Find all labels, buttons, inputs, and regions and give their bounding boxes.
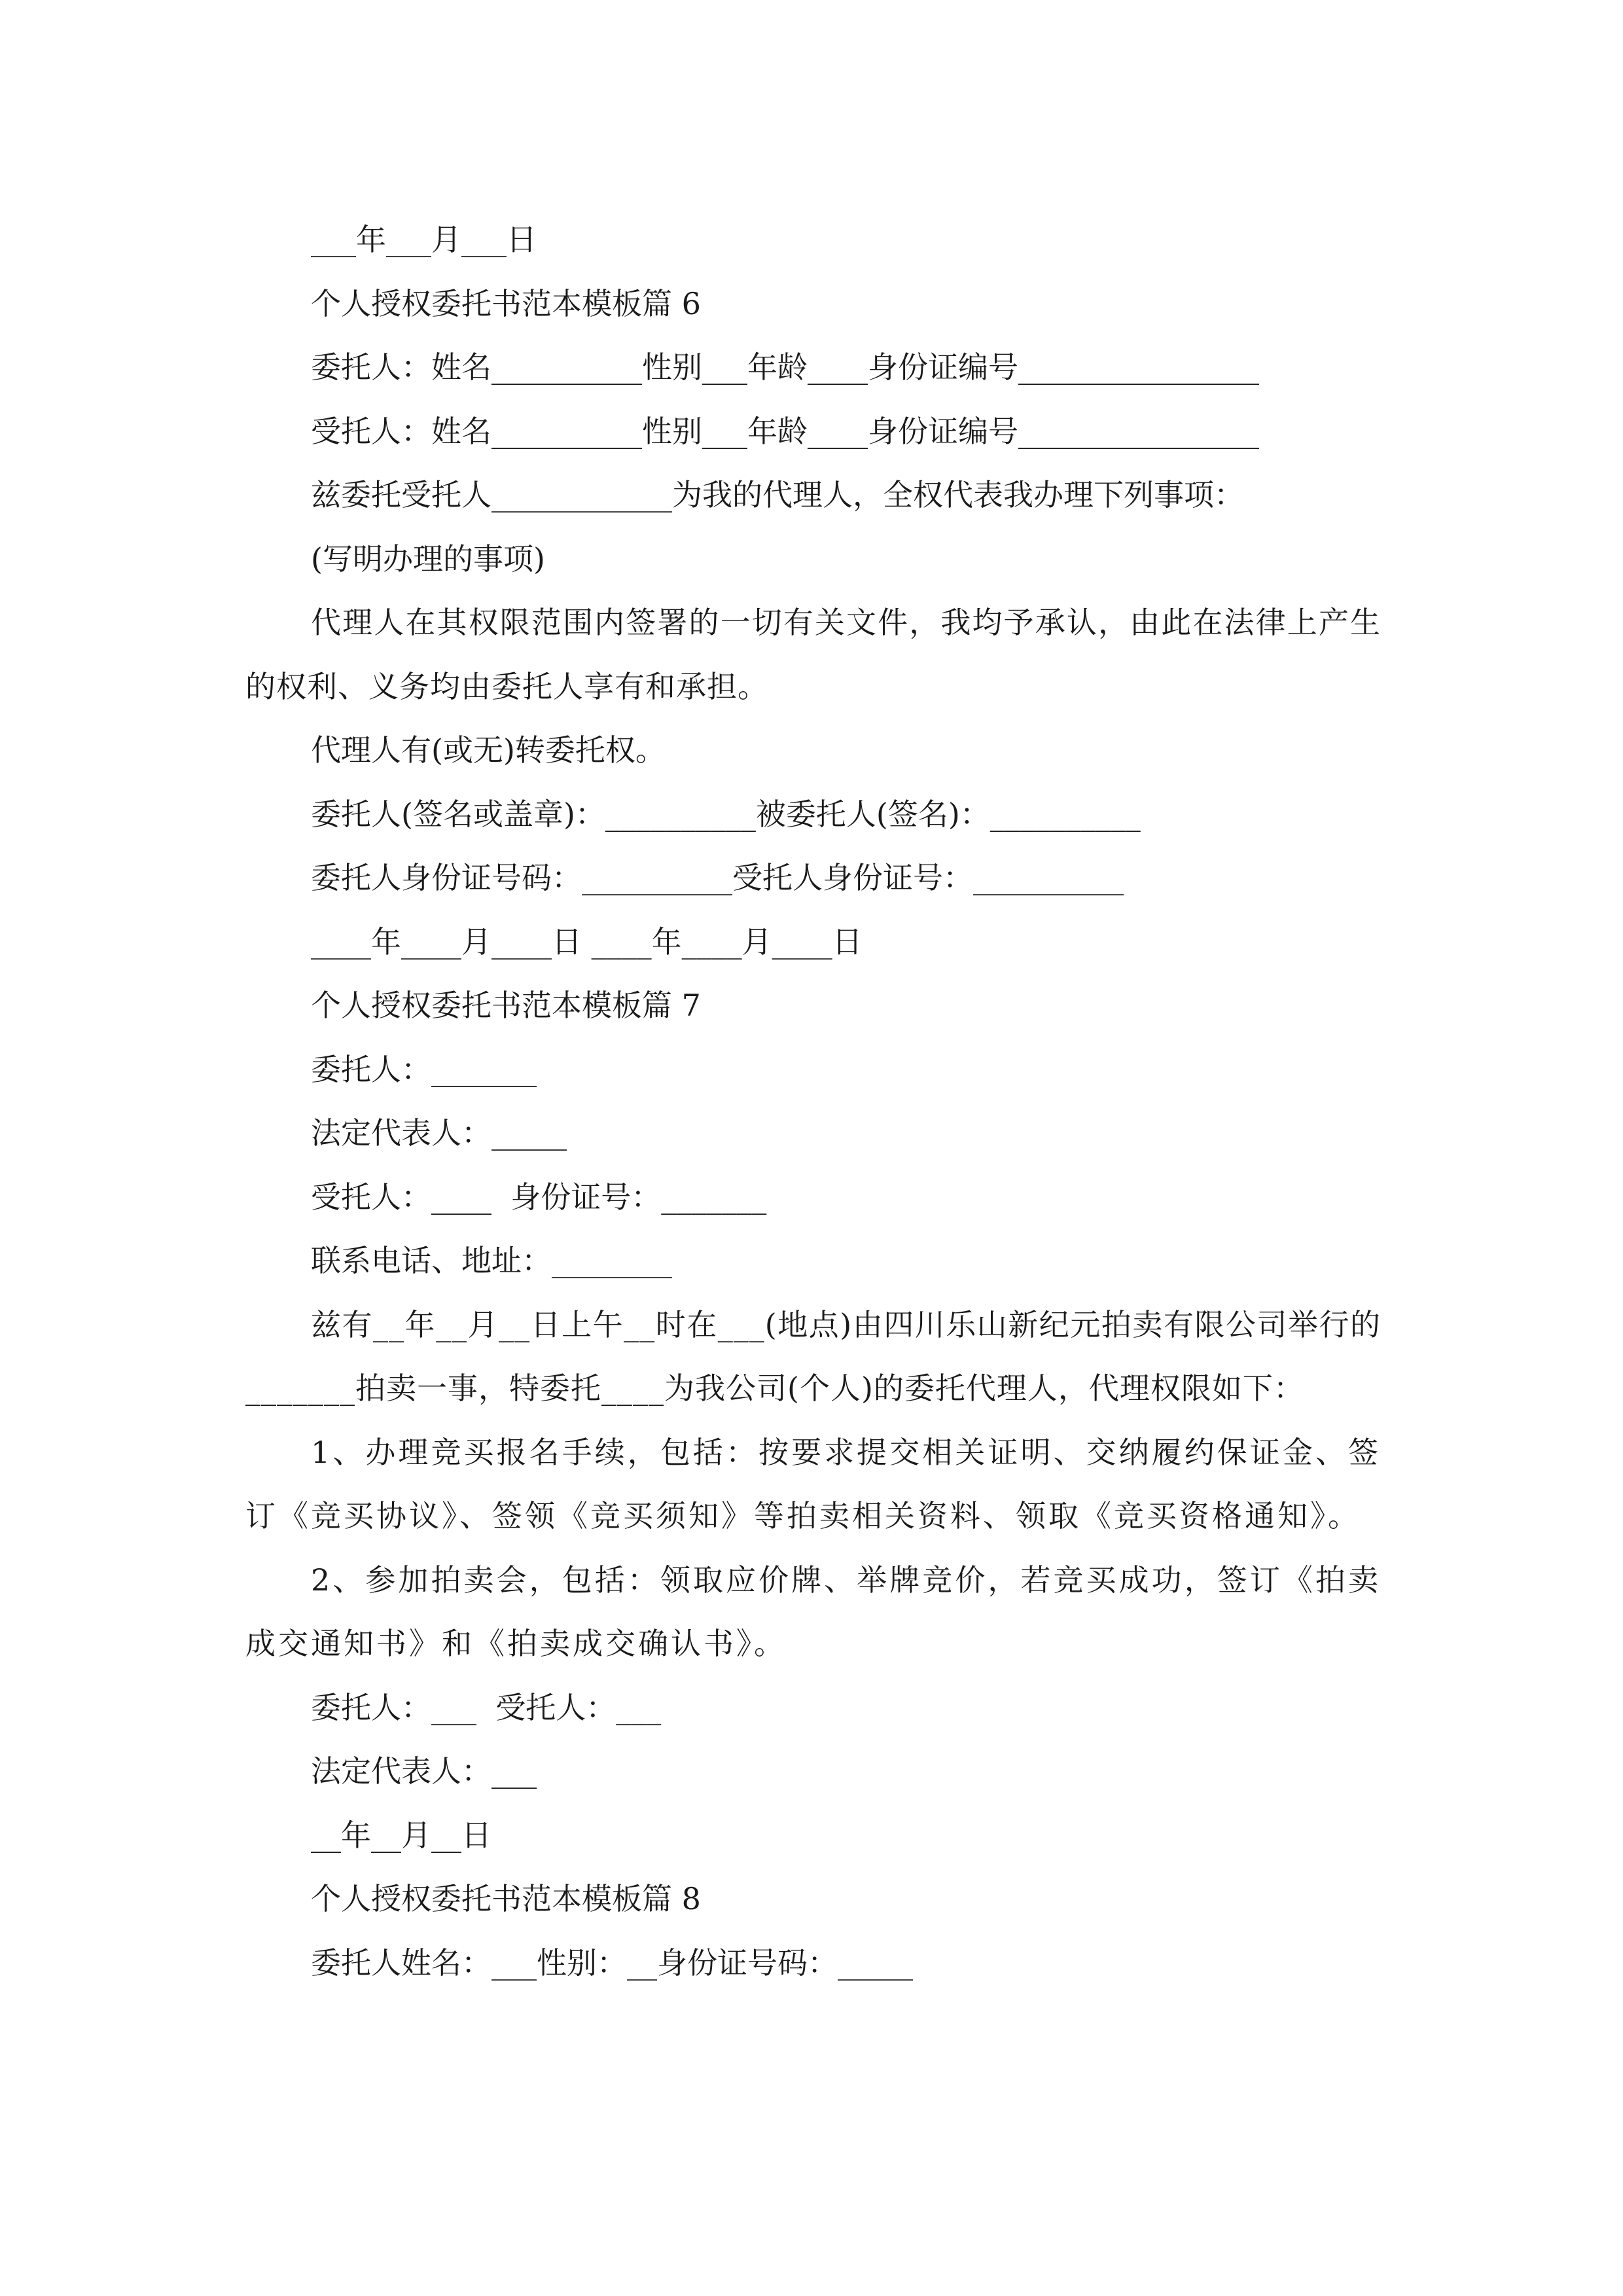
section-heading-8: 个人授权委托书范本模板篇 8	[311, 1881, 701, 1916]
section-heading-6: 个人授权委托书范本模板篇 6	[311, 285, 701, 321]
legal-representative-signature: 法定代表人：___	[311, 1753, 537, 1789]
matters-note: (写明办理的事项)	[311, 541, 545, 577]
signatures-field: 委托人：___ 受托人：___	[311, 1689, 662, 1725]
id-number-line: 委托人身份证号码：__________受托人身份证号：__________	[311, 860, 1124, 895]
agent-id-field: 受托人：____ 身份证号：_______	[311, 1179, 767, 1215]
item-1-paragraph: 1、办理竞买报名手续，包括：按要求提交相关证明、交纳履约保证金、签订《竞买协议》、签领《竞买须知》等拍卖相关资料、领取《竞买资格通知》。	[245, 1434, 1381, 1534]
principal-details-line: 委托人姓名：___性别：__身份证号码：_____	[311, 1945, 913, 1981]
agent-info-line: 受托人：姓名__________性别___年龄____身份证编号________________	[311, 413, 1259, 449]
date-line-2: __年__月__日	[311, 1817, 491, 1853]
item-2-paragraph: 2、参加拍卖会，包括：领取应价牌、举牌竞价，若竞买成功，签订《拍卖成交通知书》和《拍卖成交确认书》。	[245, 1562, 1381, 1661]
section-heading-7: 个人授权委托书范本模板篇 7	[311, 988, 701, 1023]
authorization-line: 兹委托受托人____________为我的代理人，全权代表我办理下列事项：	[311, 477, 1244, 512]
acknowledgement-paragraph: 代理人在其权限范围内签署的一切有关文件，我均予承认，由此在法律上产生的权利、义务均由委托人享有和承担。	[245, 605, 1381, 704]
legal-representative-field: 法定代表人：_____	[311, 1115, 567, 1151]
signature-line: 委托人(签名或盖章)：__________被委托人(签名)：__________	[311, 796, 1141, 832]
subdelegation-line: 代理人有(或无)转委托权。	[311, 732, 666, 768]
principal-field: 委托人：_______	[311, 1051, 537, 1087]
auction-paragraph: 兹有__年__月__日上午__时在___(地点)由四川乐山新纪元拍卖有限公司举行的_______拍卖一事，特委托____为我公司(个人)的委托代理人，代理权限如下：	[245, 1306, 1381, 1406]
contact-field: 联系电话、地址：________	[311, 1243, 672, 1278]
date-line: ___年___月___日	[311, 222, 537, 257]
document-body	[245, 208, 1381, 1995]
dual-date-line: ____年____月____日 ____年____月____日	[311, 924, 863, 960]
principal-info-line: 委托人：姓名__________性别___年龄____身份证编号________________	[311, 350, 1259, 385]
